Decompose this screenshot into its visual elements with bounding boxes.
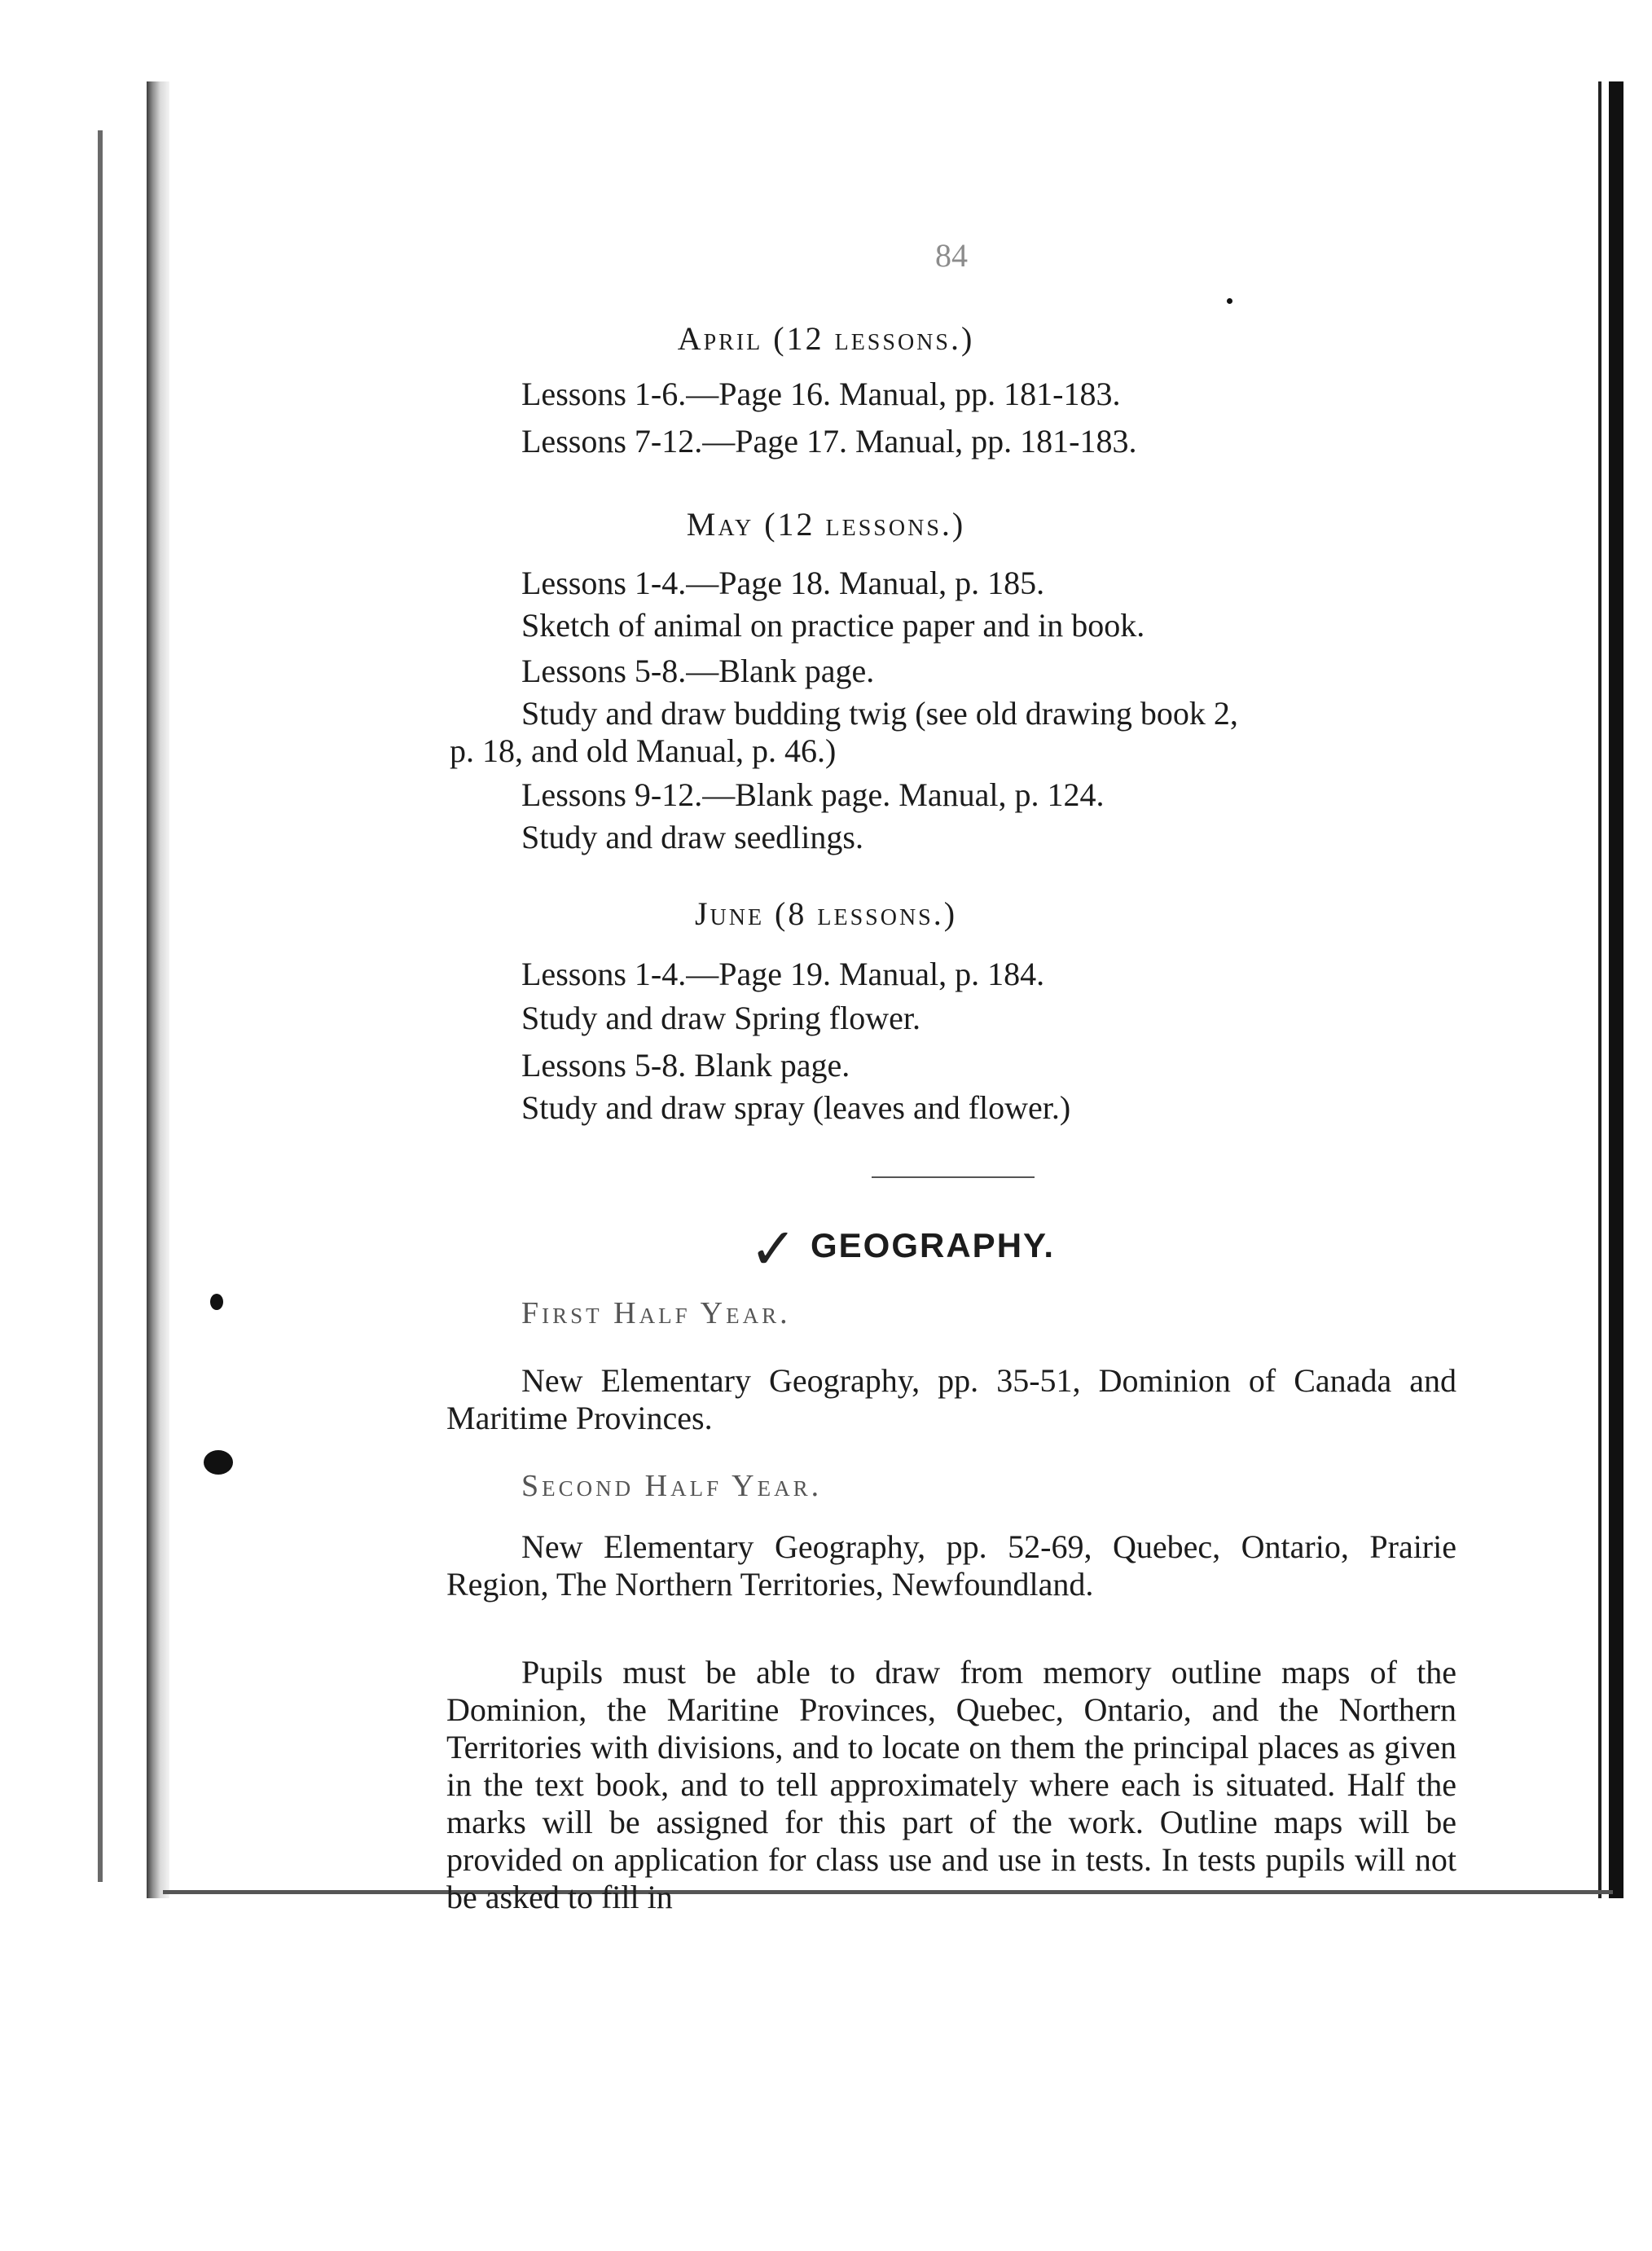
section-divider [872, 1176, 1035, 1178]
may-line: Sketch of animal on practice paper and in book. [521, 607, 1145, 644]
scan-speck [1227, 298, 1232, 304]
second-half-heading: Second Half Year. [521, 1469, 823, 1503]
june-line: Lessons 5-8. Blank page. [521, 1047, 850, 1084]
june-line: Lessons 1-4.—Page 19. Manual, p. 184. [521, 956, 1045, 992]
june-heading: June (8 lessons.) [694, 895, 958, 932]
june-line: Study and draw spray (leaves and flower.) [521, 1089, 1071, 1126]
first-half-heading: First Half Year. [521, 1296, 791, 1330]
second-half-text: New Elementary Geography, pp. 52-69, Quebec, Ontario, Prairie Region, The Northern Territories, Newfoundland. [446, 1528, 1456, 1603]
check-mark-icon: ✓ [749, 1216, 797, 1282]
april-line: Lessons 7-12.—Page 17. Manual, pp. 181-183. [521, 423, 1137, 459]
may-line: Lessons 9-12.—Blank page. Manual, p. 124. [521, 776, 1105, 813]
scan-edge-left-thin [98, 130, 103, 1882]
may-heading: May (12 lessons.) [686, 506, 966, 543]
june-line: Study and draw Spring flower. [521, 1000, 920, 1036]
april-line: Lessons 1-6.—Page 16. Manual, pp. 181-183. [521, 376, 1121, 412]
maps-paragraph: Pupils must be able to draw from memory outline maps of the Dominion, the Maritine Provinces, Quebec, Ontario, and the Northern Territories with divisions, and to locate on them the principal places as given in the text book, and to tell approximately where each is situated. Half the marks will be assigned for this part of the work. Outline maps will be provided on application for class use and use in tests. In tests pupils will not be asked to fill in [446, 1654, 1456, 1915]
may-line: p. 18, and old Manual, p. 46.) [450, 732, 837, 769]
scan-speck [204, 1450, 233, 1475]
page-number: 84 [935, 237, 968, 274]
may-line: Lessons 1-4.—Page 18. Manual, p. 185. [521, 565, 1045, 601]
scan-speck [210, 1294, 223, 1310]
may-line: Study and draw seedlings. [521, 819, 863, 855]
may-line: Lessons 5-8.—Blank page. [521, 653, 875, 689]
first-half-text: New Elementary Geography, pp. 35-51, Dominion of Canada and Maritime Provinces. [446, 1362, 1456, 1436]
may-line: Study and draw budding twig (see old drawing book 2, [521, 695, 1238, 732]
april-heading: April (12 lessons.) [677, 320, 975, 357]
geography-heading: GEOGRAPHY. [811, 1226, 1056, 1264]
